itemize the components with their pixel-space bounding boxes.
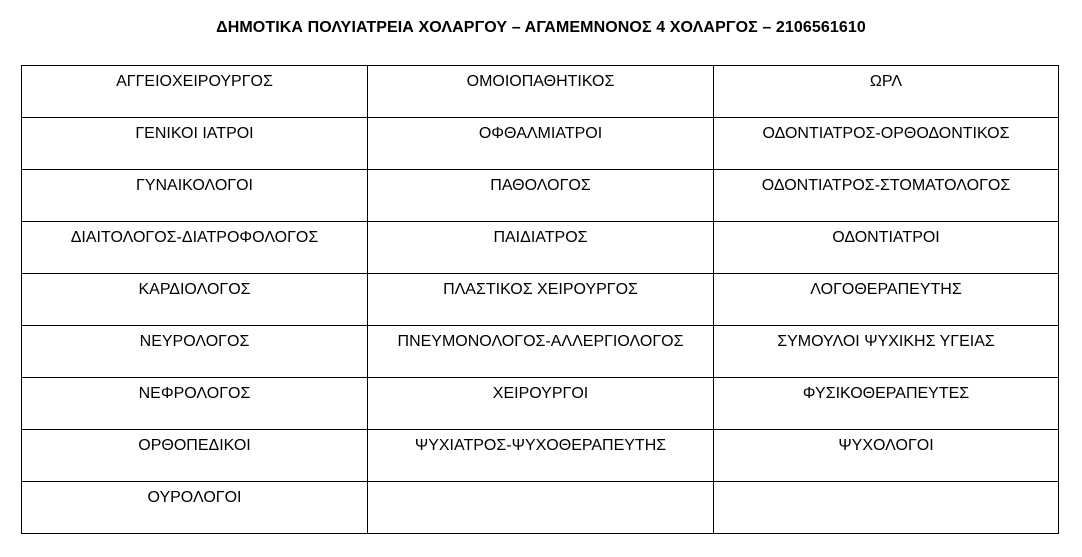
table-row <box>22 222 1059 274</box>
table-cell <box>368 326 714 378</box>
table-cell <box>714 482 1059 534</box>
table-cell <box>22 222 368 274</box>
cell-text: ΠΑΙΔΙΑΤΡΟΣ <box>493 229 588 246</box>
cell-text: ΠΑΘΟΛΟΓΟΣ <box>490 177 591 194</box>
cell-text: ΟΔΟΝΤΙΑΤΡΟΣ-ΟΡΘΟΔΟΝΤΙΚΟΣ <box>762 125 1010 142</box>
table-cell <box>368 66 714 118</box>
table-cell <box>368 482 714 534</box>
table-row <box>22 118 1059 170</box>
table-row <box>22 326 1059 378</box>
table-cell <box>714 170 1059 222</box>
cell-text: ΟΔΟΝΤΙΑΤΡΟΙ <box>832 229 940 246</box>
table-cell <box>22 430 368 482</box>
cell-text: ΓΥΝΑΙΚΟΛΟΓΟΙ <box>136 177 253 194</box>
cell-text: ΨΥΧΟΛΟΓΟΙ <box>838 437 934 454</box>
table-cell <box>368 222 714 274</box>
table-cell <box>22 326 368 378</box>
cell-text: ΣΥΜΟΥΛΟΙ ΨΥΧΙΚΗΣ ΥΓΕΙΑΣ <box>777 333 995 350</box>
cell-text: ΛΟΓΟΘΕΡΑΠΕΥΤΗΣ <box>810 281 962 298</box>
cell-text: ΟΜΟΙΟΠΑΘΗΤΙΚΟΣ <box>466 73 615 90</box>
cell-text: ΓΕΝΙΚΟΙ ΙΑΤΡΟΙ <box>135 125 254 142</box>
cell-text: ΧΕΙΡΟΥΡΓΟΙ <box>492 385 589 402</box>
cell-text <box>714 482 1058 490</box>
table-cell <box>368 170 714 222</box>
cell-text: ΠΛΑΣΤΙΚΟΣ ΧΕΙΡΟΥΡΓΟΣ <box>443 281 638 298</box>
cell-text <box>368 482 713 490</box>
table-cell <box>22 66 368 118</box>
cell-text: ΟΔΟΝΤΙΑΤΡΟΣ-ΣΤΟΜΑΤΟΛΟΓΟΣ <box>761 177 1011 194</box>
table-cell <box>368 118 714 170</box>
cell-text: ΟΡΘΟΠΕΔΙΚΟΙ <box>138 437 251 454</box>
cell-text: ΑΓΓΕΙΟΧΕΙΡΟΥΡΓΟΣ <box>116 73 273 90</box>
table-cell <box>368 274 714 326</box>
table-cell <box>22 170 368 222</box>
table-row <box>22 482 1059 534</box>
cell-text: ΚΑΡΔΙΟΛΟΓΟΣ <box>138 281 251 298</box>
document-title: ΔΗΜΟΤΙΚΑ ΠΟΛΥΙΑΤΡΕΙΑ ΧΟΛΑΡΓΟΥ – ΑΓΑΜΕΜΝΟΝΟΣ 4 ΧΟΛΑΡΓΟΣ – 2106561610 <box>216 19 866 36</box>
table-cell <box>714 378 1059 430</box>
table-cell <box>22 274 368 326</box>
cell-text: ΔΙΑΙΤΟΛΟΓΟΣ-ΔΙΑΤΡΟΦΟΛΟΓΟΣ <box>70 229 319 246</box>
table-row <box>22 274 1059 326</box>
table-row <box>22 170 1059 222</box>
cell-text: ΩΡΛ <box>869 73 903 90</box>
table-cell <box>22 118 368 170</box>
cell-text: ΠΝΕΥΜΟΝΟΛΟΓΟΣ-ΑΛΛΕΡΓΙΟΛΟΓΟΣ <box>397 333 684 350</box>
table-cell <box>368 378 714 430</box>
cell-text: ΟΦΘΑΛΜΙΑΤΡΟΙ <box>478 125 603 142</box>
specialties-table <box>21 65 1059 534</box>
cell-text: ΝΕΥΡΟΛΟΓΟΣ <box>139 333 250 350</box>
cell-text: ΝΕΦΡΟΛΟΓΟΣ <box>138 385 251 402</box>
cell-text: ΟΥΡΟΛΟΓΟΙ <box>147 489 242 506</box>
table-cell <box>22 482 368 534</box>
table-row <box>22 430 1059 482</box>
table-cell <box>714 326 1059 378</box>
table-cell <box>714 430 1059 482</box>
table-cell <box>22 378 368 430</box>
cell-text: ΦΥΣΙΚΟΘΕΡΑΠΕΥΤΕΣ <box>802 385 970 402</box>
cell-text: ΨΥΧΙΑΤΡΟΣ-ΨΥΧΟΘΕΡΑΠΕΥΤΗΣ <box>414 437 667 454</box>
table-cell <box>714 274 1059 326</box>
table-row <box>22 378 1059 430</box>
table-cell <box>714 118 1059 170</box>
table-row <box>22 66 1059 118</box>
table-cell <box>714 66 1059 118</box>
table-cell <box>714 222 1059 274</box>
table-cell <box>368 430 714 482</box>
